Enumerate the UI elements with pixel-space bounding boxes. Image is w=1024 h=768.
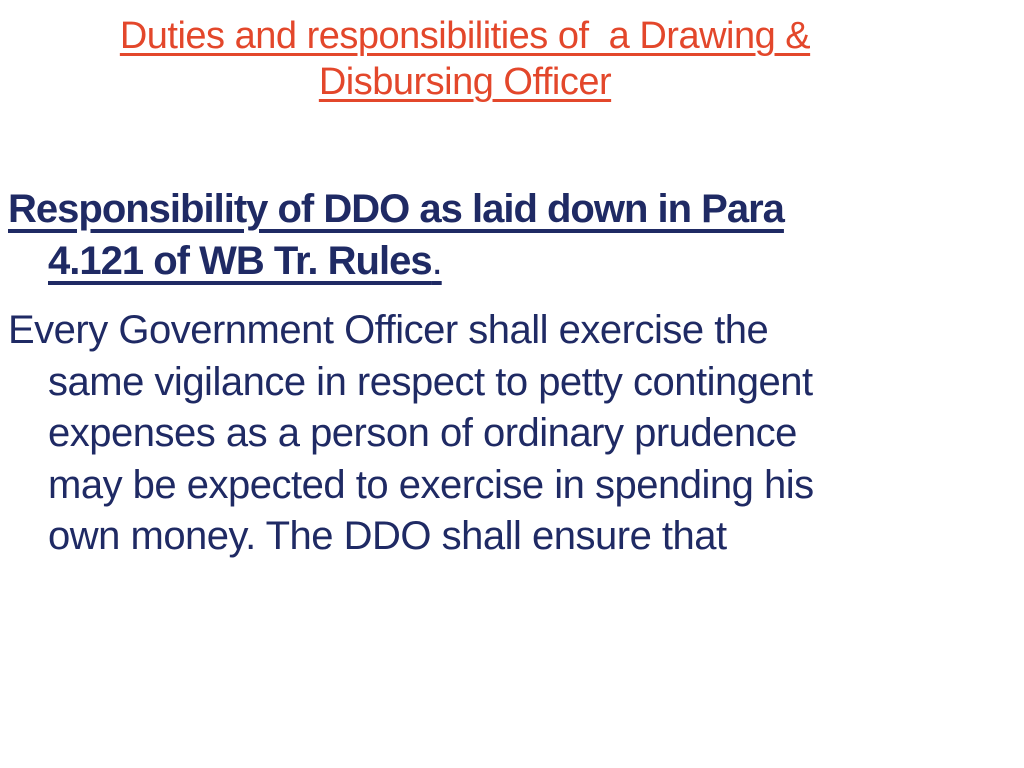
paragraph-line: Every Government Officer shall exercise the [8, 308, 769, 352]
body-text-block [8, 183, 968, 563]
responsibility-heading-line-2 [8, 235, 968, 287]
responsibility-heading-rule-ref: 4.121 of WB Tr. Rules [48, 239, 432, 283]
responsibility-heading [8, 183, 968, 287]
page-title [0, 13, 930, 105]
page-title-line-2: Disbursing Officer [318, 61, 612, 103]
vigilance-paragraph [8, 305, 968, 563]
responsibility-heading-line-1: Responsibility of DDO as laid down in Para [8, 187, 784, 231]
paragraph-line: same vigilance in respect to petty contingent [48, 359, 813, 404]
paragraph-line: expenses as a person of ordinary prudence [48, 411, 797, 455]
responsibility-heading-period: . [431, 239, 442, 283]
paragraph-line: may be expected to exercise in spending his [48, 462, 814, 507]
page-title-line-1: Duties and responsibilities of a Drawing & [119, 15, 811, 57]
paragraph-line: own money. The DDO shall ensure that [48, 514, 727, 558]
